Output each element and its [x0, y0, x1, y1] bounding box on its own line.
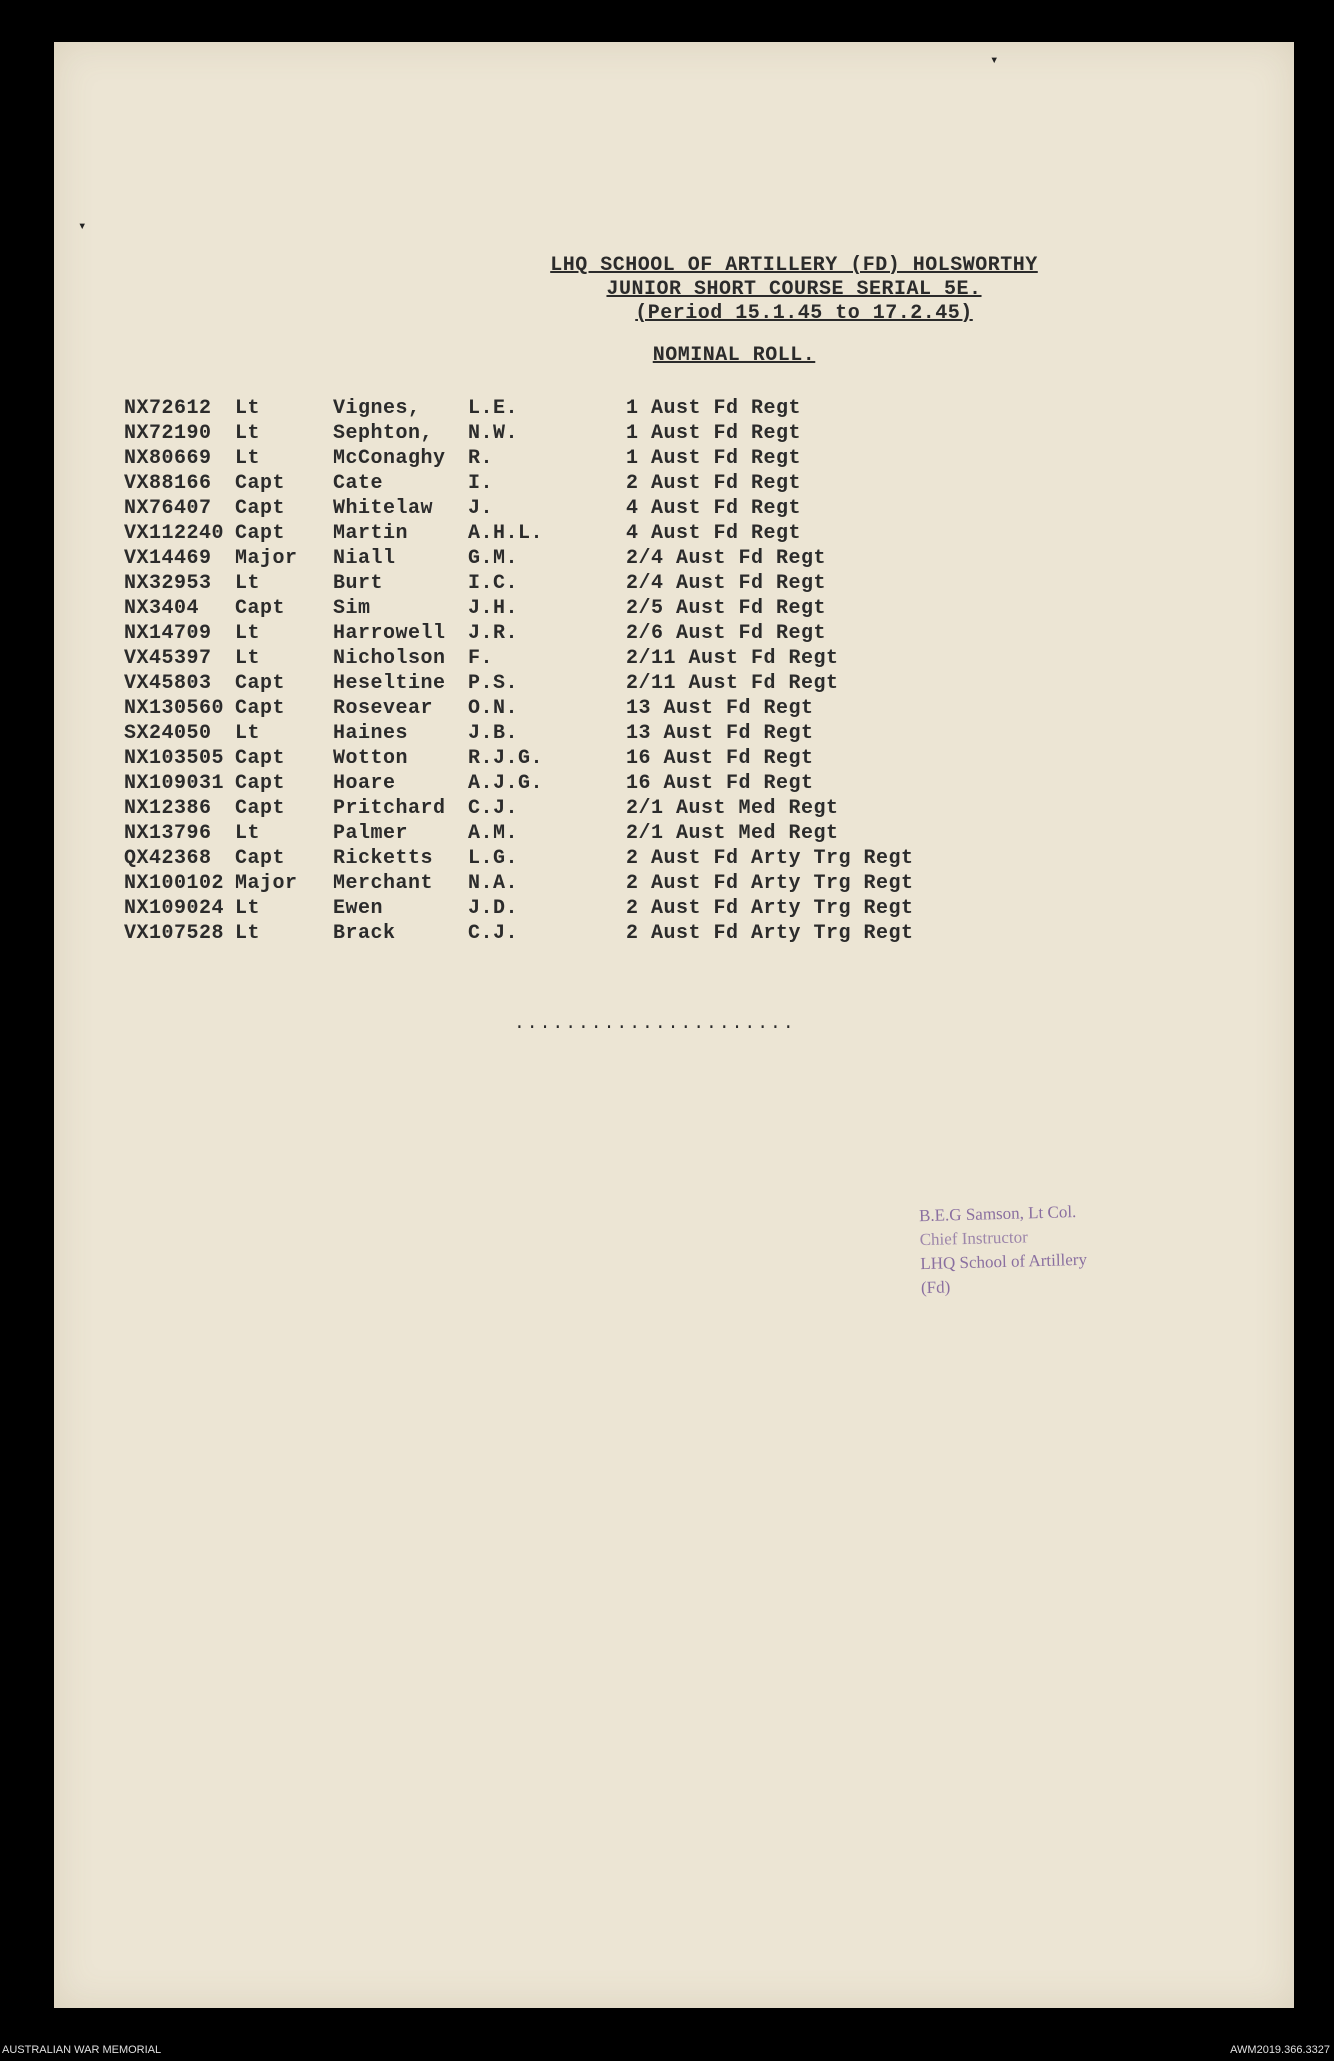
- surname-cell: Palmer: [333, 822, 409, 845]
- surname-cell: Ricketts: [333, 847, 434, 870]
- table-row: [124, 471, 926, 496]
- initials-cell: R.J.G.: [468, 747, 544, 770]
- surname-cell: Cate: [333, 472, 384, 495]
- stamp-line: (Fd): [920, 1277, 951, 1298]
- table-row: [124, 421, 926, 446]
- unit-cell: 13 Aust Fd Regt: [626, 697, 814, 720]
- initials-cell: N.W.: [468, 422, 519, 445]
- service-number-cell: NX12386: [124, 797, 212, 820]
- service-number-cell: VX45397: [124, 647, 212, 670]
- rank-cell: Lt: [235, 622, 261, 645]
- unit-cell: 4 Aust Fd Regt: [626, 522, 802, 545]
- nominal-roll-table: [124, 396, 926, 946]
- surname-cell: Niall: [333, 547, 396, 570]
- rank-cell: Capt: [235, 497, 286, 520]
- surname-cell: Haines: [333, 722, 409, 745]
- surname-cell: Rosevear: [333, 697, 434, 720]
- surname-cell: Vignes,: [333, 397, 421, 420]
- surname-cell: Pritchard: [333, 797, 446, 820]
- service-number-cell: VX112240: [124, 522, 225, 545]
- initials-cell: O.N.: [468, 697, 519, 720]
- show-through-text: [514, 1042, 814, 1162]
- rank-cell: Capt: [235, 772, 286, 795]
- rank-cell: Capt: [235, 597, 286, 620]
- rank-cell: Capt: [235, 472, 286, 495]
- unit-cell: 2/4 Aust Fd Regt: [626, 572, 827, 595]
- rank-cell: Lt: [235, 897, 261, 920]
- hole-punch-mark: ▾: [78, 219, 87, 235]
- table-row: [124, 671, 926, 696]
- rank-cell: Lt: [235, 572, 261, 595]
- hole-punch-mark: ▾: [990, 53, 999, 69]
- document-sheet: [54, 42, 1294, 2008]
- initials-cell: L.G.: [468, 847, 519, 870]
- unit-cell: 2/11 Aust Fd Regt: [626, 672, 839, 695]
- unit-cell: 1 Aust Fd Regt: [626, 422, 802, 445]
- table-row: [124, 821, 926, 846]
- rank-cell: Capt: [235, 797, 286, 820]
- initials-cell: J.D.: [468, 897, 519, 920]
- rank-cell: Lt: [235, 647, 261, 670]
- initials-cell: I.: [468, 472, 494, 495]
- table-row: [124, 571, 926, 596]
- initials-cell: I.C.: [468, 572, 519, 595]
- rank-cell: Capt: [235, 847, 286, 870]
- initials-cell: C.J.: [468, 797, 519, 820]
- unit-cell: 2 Aust Fd Arty Trg Regt: [626, 847, 914, 870]
- rank-cell: Lt: [235, 922, 261, 945]
- initials-cell: F.: [468, 647, 494, 670]
- table-row: [124, 871, 926, 896]
- surname-cell: McConaghy: [333, 447, 446, 470]
- initials-cell: G.M.: [468, 547, 519, 570]
- table-row: [124, 796, 926, 821]
- initials-cell: N.A.: [468, 872, 519, 895]
- rank-cell: Major: [235, 872, 298, 895]
- service-number-cell: NX14709: [124, 622, 212, 645]
- roll-body: [124, 396, 926, 946]
- initials-cell: J.H.: [468, 597, 519, 620]
- initials-cell: A.H.L.: [468, 522, 544, 545]
- unit-cell: 2 Aust Fd Arty Trg Regt: [626, 922, 914, 945]
- table-row: [124, 771, 926, 796]
- unit-cell: 13 Aust Fd Regt: [626, 722, 814, 745]
- service-number-cell: NX72612: [124, 397, 212, 420]
- initials-cell: R.: [468, 447, 494, 470]
- service-number-cell: NX13796: [124, 822, 212, 845]
- service-number-cell: VX107528: [124, 922, 225, 945]
- unit-cell: 2 Aust Fd Arty Trg Regt: [626, 897, 914, 920]
- table-row: [124, 396, 926, 421]
- rank-cell: Capt: [235, 747, 286, 770]
- surname-cell: Martin: [333, 522, 409, 545]
- rank-cell: Lt: [235, 397, 261, 420]
- initials-cell: L.E.: [468, 397, 519, 420]
- rank-cell: Capt: [235, 672, 286, 695]
- service-number-cell: NX109031: [124, 772, 225, 795]
- table-row: [124, 521, 926, 546]
- surname-cell: Heseltine: [333, 672, 446, 695]
- service-number-cell: NX76407: [124, 497, 212, 520]
- surname-cell: Hoare: [333, 772, 396, 795]
- table-row: [124, 846, 926, 871]
- unit-cell: 2 Aust Fd Regt: [626, 472, 802, 495]
- service-number-cell: NX32953: [124, 572, 212, 595]
- rank-cell: Major: [235, 547, 298, 570]
- surname-cell: Wotton: [333, 747, 409, 770]
- service-number-cell: NX130560: [124, 697, 225, 720]
- initials-cell: C.J.: [468, 922, 519, 945]
- surname-cell: Sim: [333, 597, 371, 620]
- service-number-cell: NX100102: [124, 872, 225, 895]
- table-row: [124, 446, 926, 471]
- footer-accession-number: AWM2019.366.3327: [1230, 2044, 1330, 2056]
- surname-cell: Nicholson: [333, 647, 446, 670]
- service-number-cell: NX72190: [124, 422, 212, 445]
- initials-cell: J.: [468, 497, 494, 520]
- table-row: [124, 696, 926, 721]
- surname-cell: Harrowell: [333, 622, 446, 645]
- unit-cell: 4 Aust Fd Regt: [626, 497, 802, 520]
- surname-cell: Merchant: [333, 872, 434, 895]
- surname-cell: Whitelaw: [333, 497, 434, 520]
- table-row: [124, 496, 926, 521]
- rank-cell: Lt: [235, 422, 261, 445]
- unit-cell: 2/1 Aust Med Regt: [626, 822, 839, 845]
- service-number-cell: VX14469: [124, 547, 212, 570]
- table-row: [124, 896, 926, 921]
- stamp-line: LHQ School of Artillery: [920, 1249, 1088, 1274]
- service-number-cell: NX80669: [124, 447, 212, 470]
- footer-archive-name: AUSTRALIAN WAR MEMORIAL: [2, 2044, 162, 2056]
- initials-cell: A.J.G.: [468, 772, 544, 795]
- surname-cell: Brack: [333, 922, 396, 945]
- table-row: [124, 596, 926, 621]
- nominal-roll-title: NOMINAL ROLL.: [652, 344, 816, 367]
- service-number-cell: VX45803: [124, 672, 212, 695]
- service-number-cell: SX24050: [124, 722, 212, 745]
- stamp-line: B.E.G Samson, Lt Col.: [918, 1202, 1077, 1226]
- table-row: [124, 546, 926, 571]
- unit-cell: 2/4 Aust Fd Regt: [626, 547, 827, 570]
- initials-cell: P.S.: [468, 672, 519, 695]
- initials-cell: J.R.: [468, 622, 519, 645]
- signature-stamp: [919, 1200, 1088, 1300]
- unit-cell: 2/5 Aust Fd Regt: [626, 597, 827, 620]
- rank-cell: Lt: [235, 822, 261, 845]
- unit-cell: 2 Aust Fd Arty Trg Regt: [626, 872, 914, 895]
- unit-cell: 1 Aust Fd Regt: [626, 447, 802, 470]
- service-number-cell: NX3404: [124, 597, 200, 620]
- table-row: [124, 921, 926, 946]
- table-row: [124, 746, 926, 771]
- heading-line-3: (Period 15.1.45 to 17.2.45): [635, 302, 973, 325]
- unit-cell: 2/11 Aust Fd Regt: [626, 647, 839, 670]
- rank-cell: Capt: [235, 522, 286, 545]
- initials-cell: J.B.: [468, 722, 519, 745]
- service-number-cell: QX42368: [124, 847, 212, 870]
- unit-cell: 1 Aust Fd Regt: [626, 397, 802, 420]
- table-row: [124, 646, 926, 671]
- service-number-cell: NX109024: [124, 897, 225, 920]
- rank-cell: Capt: [235, 697, 286, 720]
- stamp-line: Chief Instructor: [919, 1227, 1029, 1250]
- rank-cell: Lt: [235, 447, 261, 470]
- service-number-cell: VX88166: [124, 472, 212, 495]
- unit-cell: 16 Aust Fd Regt: [626, 747, 814, 770]
- initials-cell: A.M.: [468, 822, 519, 845]
- surname-cell: Burt: [333, 572, 384, 595]
- service-number-cell: NX103505: [124, 747, 225, 770]
- surname-cell: Sephton,: [333, 422, 434, 445]
- table-row: [124, 621, 926, 646]
- table-row: [124, 721, 926, 746]
- unit-cell: 2/6 Aust Fd Regt: [626, 622, 827, 645]
- heading-line-1: LHQ SCHOOL OF ARTILLERY (FD) HOLSWORTHY: [550, 254, 1038, 277]
- unit-cell: 16 Aust Fd Regt: [626, 772, 814, 795]
- separator-dots: ......................: [514, 1014, 796, 1034]
- heading-line-2: JUNIOR SHORT COURSE SERIAL 5E.: [606, 278, 982, 301]
- surname-cell: Ewen: [333, 897, 384, 920]
- rank-cell: Lt: [235, 722, 261, 745]
- unit-cell: 2/1 Aust Med Regt: [626, 797, 839, 820]
